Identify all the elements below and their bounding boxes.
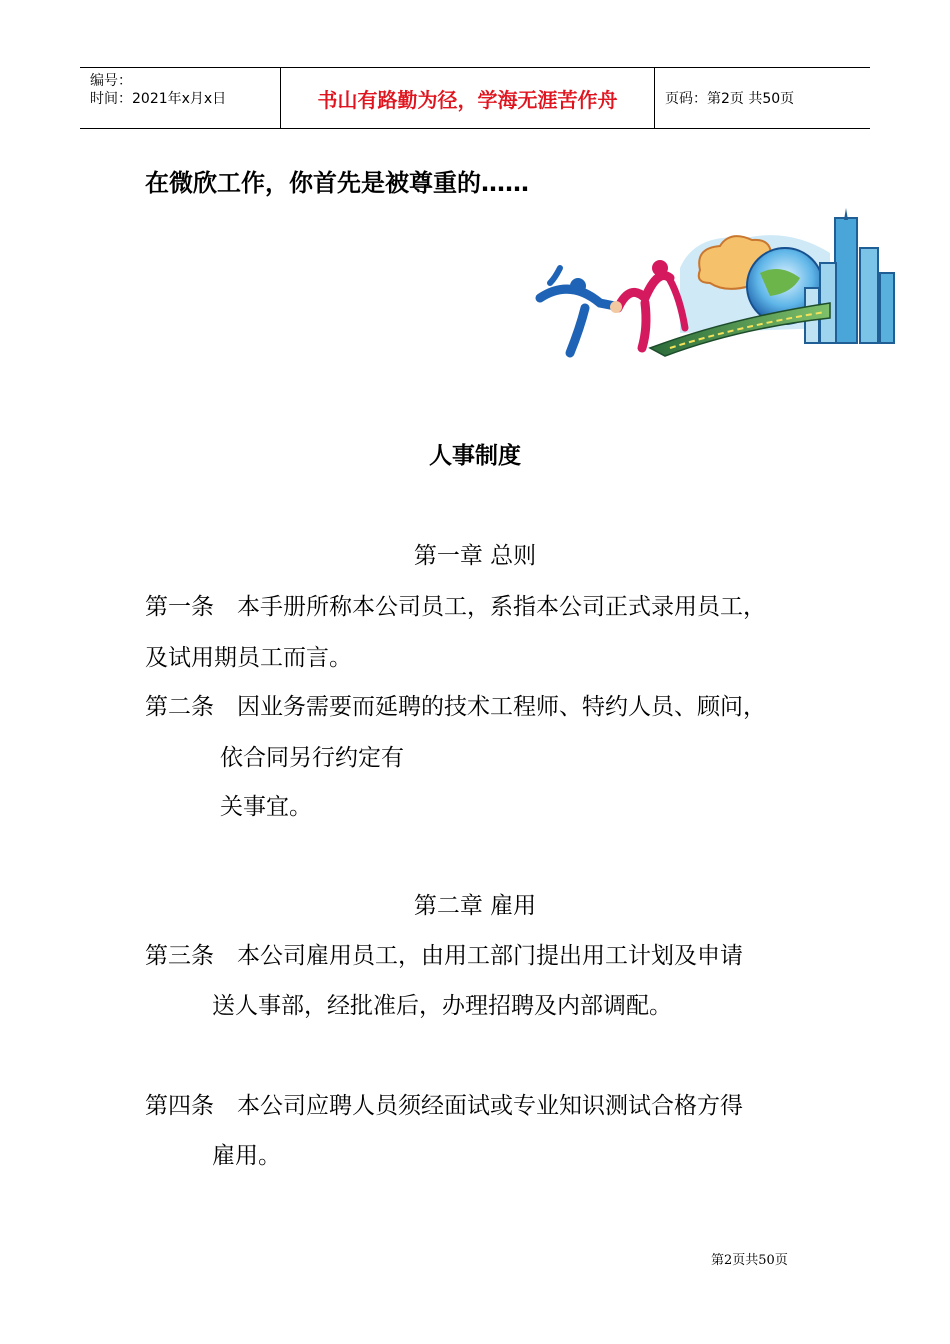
header-motto: 书山有路勤为径，学海无涯苦作舟 [281,68,655,128]
article-2-line-1: 第二条 因业务需要而延聘的技术工程师、特约人员、顾问， [145,694,766,720]
city-handshake-illustration [530,208,895,360]
document-title: 人事制度 [429,443,521,469]
article-3-line-1: 第三条 本公司雇用员工，由用工部门提出用工计划及申请 [145,943,743,969]
page-footer: 第2页共50页 [711,1253,788,1268]
article-1-line-1: 第一条 本手册所称本公司员工，系指本公司正式录用员工， [145,594,766,620]
chapter-1-heading: 第一章 总则 [413,543,537,569]
article-3-line-2: 送人事部，经批准后，办理招聘及内部调配。 [212,993,672,1019]
header-page-info: 页码：第2页 共50页 [665,91,795,107]
header-meta-cell [80,68,281,128]
chapter-2-heading: 第二章 雇用 [413,893,537,919]
article-4-line-1: 第四条 本公司应聘人员须经面试或专业知识测试合格方得 [145,1093,743,1119]
article-2-line-2: 依合同另行约定有 [220,745,404,771]
page-header-table [80,67,870,129]
company-slogan: 在微欣工作，你首先是被尊重的…… [145,169,529,197]
article-4-line-2: 雇用。 [212,1143,281,1169]
article-1-line-2: 及试用期员工而言。 [145,645,352,671]
document-number-label: 编号： [90,73,132,89]
document-date-label: 时间：2021年x月x日 [90,91,227,107]
article-2-line-3: 关事宜。 [220,794,312,820]
